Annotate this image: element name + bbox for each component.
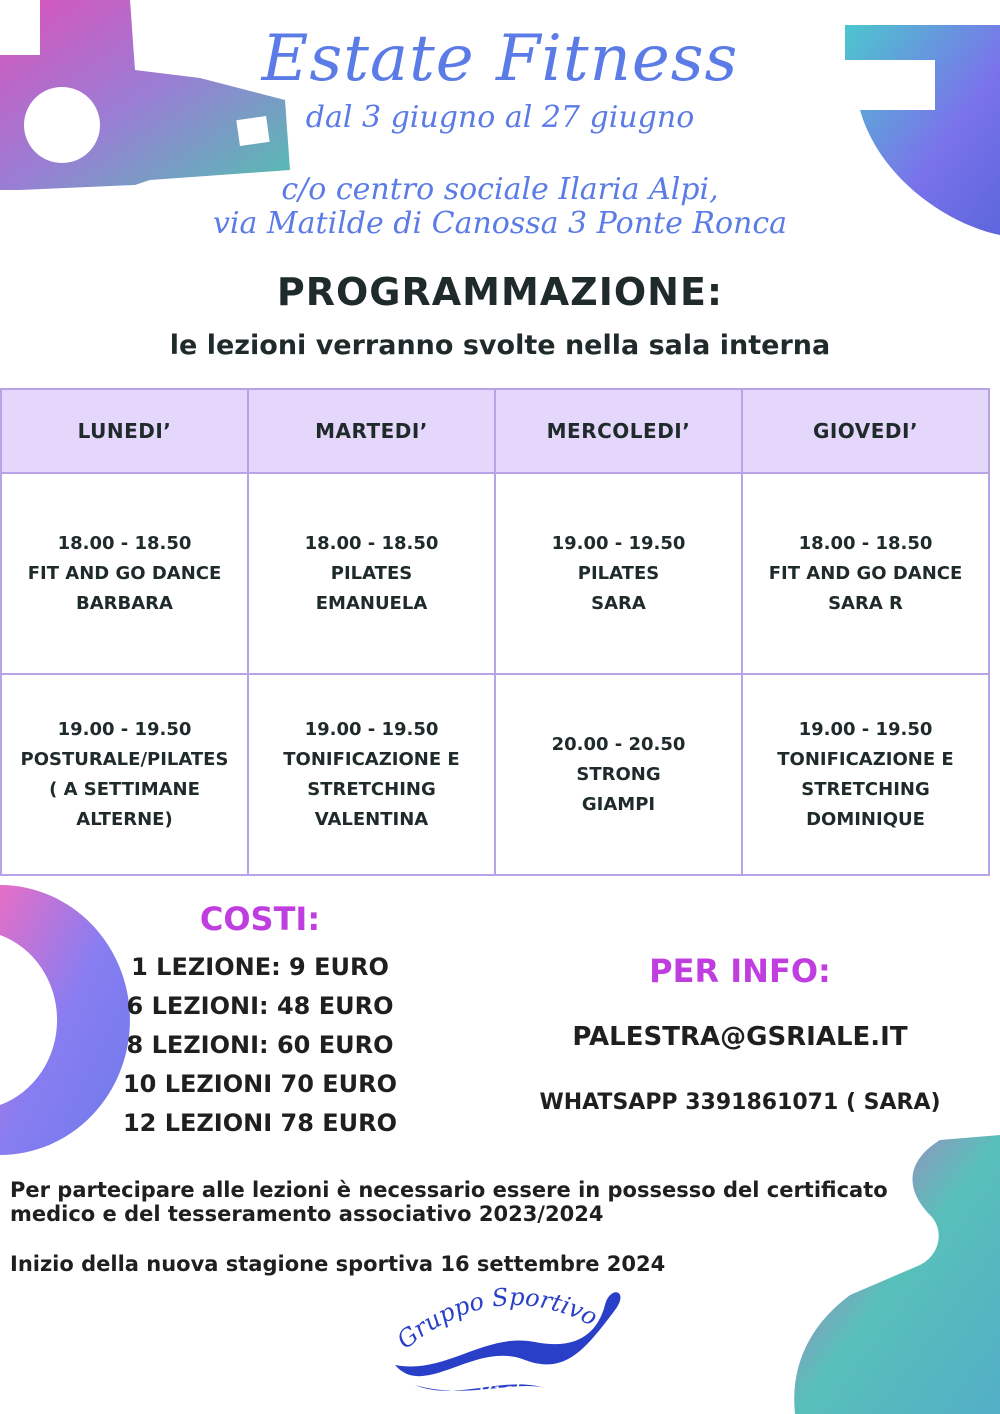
class-time: 19.00 - 19.50 — [798, 718, 933, 740]
info-title: PER INFO: — [649, 952, 831, 990]
page-title: Estate Fitness — [261, 22, 739, 96]
day-header-wednesday: MERCOLEDI’ — [495, 389, 742, 473]
day-header-tuesday: MARTEDI’ — [248, 389, 495, 473]
schedule-row — [1, 473, 989, 674]
class-time: 19.00 - 19.50 — [57, 718, 192, 740]
season-start-note: Inizio della nuova stagione sportiva 16 settembre 2024 — [10, 1252, 666, 1276]
class-instructor: SARA R — [828, 592, 903, 614]
class-name: FIT AND GO DANCE — [768, 562, 963, 584]
cost-item: 6 LEZIONI: 48 EURO — [126, 992, 394, 1020]
class-instructor: BARBARA — [76, 592, 173, 614]
schedule-cell — [1, 674, 248, 875]
class-name: STRETCHING — [307, 778, 436, 800]
class-name: STRONG — [576, 763, 661, 785]
class-name: PILATES — [330, 562, 413, 584]
schedule-header-row — [1, 389, 989, 473]
event-dates: dal 3 giugno al 27 giugno — [305, 100, 695, 135]
class-instructor: VALENTINA — [314, 808, 429, 830]
info-email[interactable]: PALESTRA@GSRIALE.IT — [572, 1022, 908, 1052]
schedule-cell — [248, 473, 495, 674]
cost-item: 12 LEZIONI 78 EURO — [122, 1109, 398, 1137]
class-instructor: SARA — [591, 592, 646, 614]
class-name: TONIFICAZIONE E — [283, 748, 460, 770]
class-name: STRETCHING — [801, 778, 930, 800]
cost-item: 1 LEZIONE: 9 EURO — [131, 953, 389, 981]
day-header-monday: LUNEDI’ — [1, 389, 248, 473]
cost-item: 8 LEZIONI: 60 EURO — [126, 1031, 394, 1059]
class-name: PILATES — [577, 562, 660, 584]
class-instructor: EMANUELA — [315, 592, 428, 614]
class-time: 19.00 - 19.50 — [304, 718, 439, 740]
club-logo — [385, 1280, 635, 1405]
programming-subtitle: le lezioni verranno svolte nella sala interna — [169, 330, 831, 361]
schedule-row — [1, 674, 989, 875]
class-instructor: GIAMPI — [581, 793, 656, 815]
costs-title: COSTI: — [199, 900, 321, 938]
schedule-table — [0, 388, 990, 876]
info-whatsapp[interactable]: WHATSAPP 3391861071 ( SARA) — [539, 1090, 941, 1115]
costs-list — [100, 948, 420, 1143]
address-line-2: via Matilde di Canossa 3 Ponte Ronca — [212, 206, 788, 241]
logo-text-top: Gruppo Sportivo — [391, 1282, 602, 1355]
class-note: ALTERNE) — [76, 808, 173, 830]
class-time: 19.00 - 19.50 — [551, 532, 686, 554]
class-time: 20.00 - 20.50 — [551, 733, 686, 755]
schedule-cell — [742, 674, 989, 875]
logo-text-bottom: Riale — [477, 1379, 534, 1404]
day-header-thursday: GIOVEDI’ — [742, 389, 989, 473]
class-time: 18.00 - 18.50 — [57, 532, 192, 554]
schedule-cell — [1, 473, 248, 674]
programming-title: PROGRAMMAZIONE: — [276, 270, 724, 314]
class-time: 18.00 - 18.50 — [798, 532, 933, 554]
class-instructor: DOMINIQUE — [806, 808, 925, 830]
class-name: POSTURALE/PILATES — [20, 748, 229, 770]
class-note: ( A SETTIMANE — [49, 778, 200, 800]
schedule-cell — [495, 674, 742, 875]
schedule-cell — [495, 473, 742, 674]
certificate-note: Per partecipare alle lezioni è necessario essere in possesso del certificato medico e del tesseramento associativo 2023/2024 — [10, 1178, 888, 1226]
schedule-cell — [248, 674, 495, 875]
class-name: FIT AND GO DANCE — [27, 562, 222, 584]
cost-item: 10 LEZIONI 70 EURO — [122, 1070, 398, 1098]
address-line-1: c/o centro sociale Ilaria Alpi, — [281, 172, 719, 207]
class-time: 18.00 - 18.50 — [304, 532, 439, 554]
schedule-cell — [742, 473, 989, 674]
class-name: TONIFICAZIONE E — [777, 748, 954, 770]
